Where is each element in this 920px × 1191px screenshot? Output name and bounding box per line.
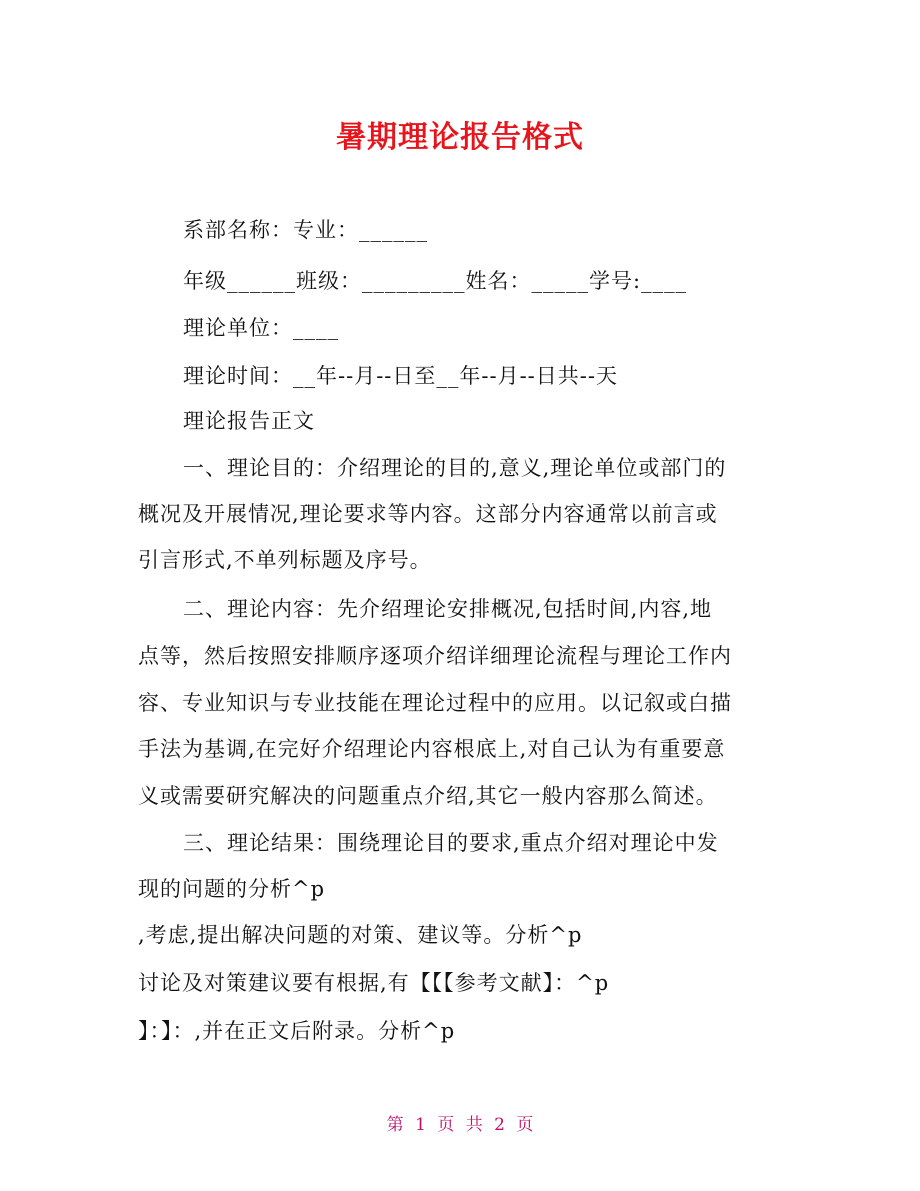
paragraph-line: 义或需要研究解决的问题重点介绍,其它一般内容那么简述。: [138, 784, 718, 808]
paragraph-line: 手法为基调,在完好介绍理论内容根底上,对自己认为有重要意: [138, 737, 726, 761]
section-heading: 理论报告正文: [183, 409, 315, 433]
paragraph-line: 】：】：,并在正文后附录。分析^p: [138, 1019, 456, 1043]
paragraph-line: 现的问题的分析^p: [138, 877, 326, 901]
paragraph-line: 引言形式,不单列标题及序号。: [138, 548, 432, 572]
field-department: 系部名称：专业：______: [183, 218, 428, 242]
paragraph-line: 讨论及对策建议要有根据,有【【【参考文献】：^p: [138, 971, 610, 995]
paragraph-line: 概况及开展情况,理论要求等内容。这部分内容通常以前言或: [138, 502, 718, 526]
field-time: 理论时间：__年--月--日至__年--月--日共--天: [183, 364, 618, 388]
paragraph-line: 点等，然后按照安排顺序逐项介绍详细理论流程与理论工作内: [138, 644, 732, 668]
field-grade-class-name-id: 年级______班级：_________姓名：_____学号:____: [183, 269, 688, 293]
paragraph-line: 一、理论目的：介绍理论的目的,意义,理论单位或部门的: [183, 456, 727, 480]
paragraph-line: ,考虑,提出解决问题的对策、建议等。分析^p: [138, 923, 583, 947]
page-number-footer: 第 1 页 共 2 页: [386, 1115, 534, 1135]
field-unit: 理论单位：____: [183, 316, 339, 340]
document-title: 暑期理论报告格式: [336, 120, 584, 155]
paragraph-line: 二、理论内容：先介绍理论安排概况,包括时间,内容,地: [183, 597, 713, 621]
paragraph-line: 三、理论结果：围绕理论目的要求,重点介绍对理论中发: [183, 831, 719, 855]
paragraph-line: 容、专业知识与专业技能在理论过程中的应用。以记叙或白描: [138, 691, 732, 715]
